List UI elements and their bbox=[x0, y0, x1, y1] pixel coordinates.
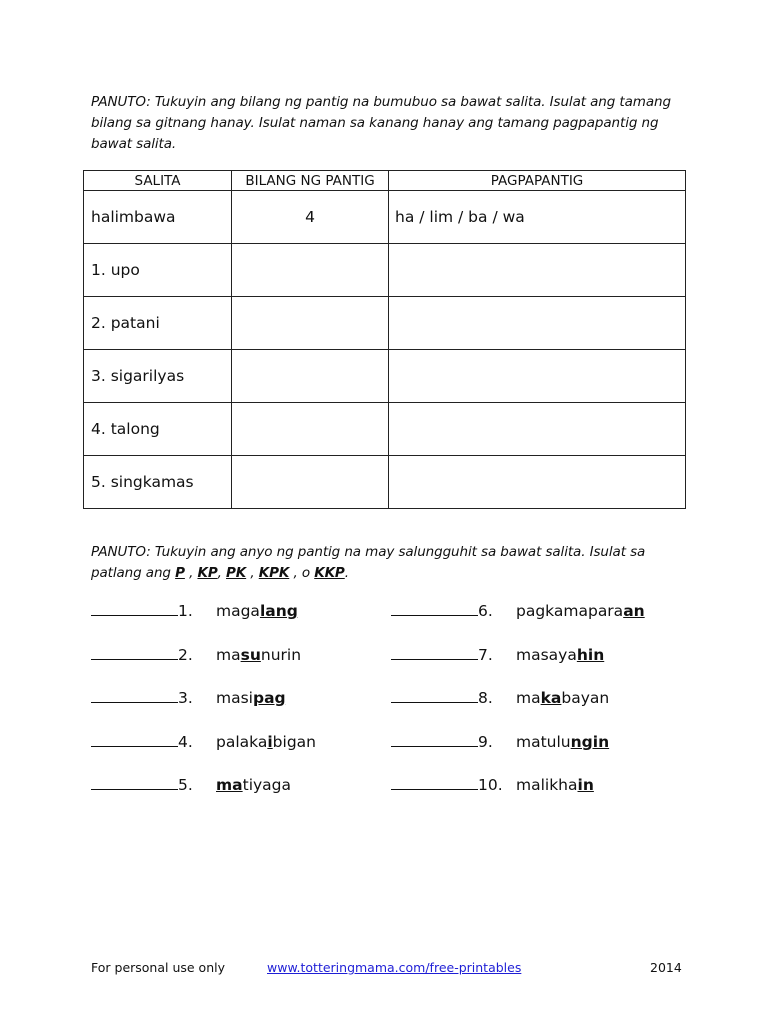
item-word: masipag bbox=[216, 689, 286, 707]
table-row bbox=[84, 456, 686, 509]
exercise-item-8 bbox=[391, 686, 609, 708]
exercise-item-3 bbox=[91, 686, 286, 708]
item-number: 2. bbox=[178, 646, 193, 664]
count-answer-cell[interactable] bbox=[232, 403, 389, 456]
split-answer-cell[interactable] bbox=[389, 297, 686, 350]
footer-link[interactable]: www.totteringmama.com/free-printables bbox=[267, 960, 522, 975]
item-number: 6. bbox=[478, 602, 493, 620]
item-number: 3. bbox=[178, 689, 193, 707]
split-answer-cell[interactable] bbox=[389, 456, 686, 509]
underlined-syllable: ma bbox=[216, 776, 243, 794]
word-cell: halimbawa bbox=[84, 191, 232, 244]
option-kkp: KKP bbox=[314, 565, 345, 581]
header-bilang-ng-pantig: BILANG NG PANTIG bbox=[232, 171, 389, 191]
exercise-item-6 bbox=[391, 599, 645, 621]
item-number: 10. bbox=[478, 776, 503, 794]
underlined-syllable: an bbox=[623, 602, 645, 620]
split-cell: ha / lim / ba / wa bbox=[389, 191, 686, 244]
item-word: palakaibigan bbox=[216, 733, 316, 751]
exercise-item-10 bbox=[391, 773, 594, 795]
item-number: 5. bbox=[178, 776, 193, 794]
header-salita: SALITA bbox=[84, 171, 232, 191]
answer-blank[interactable] bbox=[391, 599, 478, 616]
item-word: makabayan bbox=[516, 689, 610, 707]
answer-blank[interactable] bbox=[91, 599, 178, 616]
answer-blank[interactable] bbox=[91, 686, 178, 703]
instruction-syllable-count: PANUTO: Tukuyin ang bilang ng pantig na bumubuo sa bawat salita. Isulat ang tamang bilang sa gitnang hanay. Isulat naman sa kanang hanay ang tamang pagpapantig ng bawat salita. bbox=[91, 94, 671, 152]
item-number: 4. bbox=[178, 733, 193, 751]
option-kpk: KPK bbox=[258, 565, 290, 581]
answer-blank[interactable] bbox=[91, 643, 178, 660]
table-row bbox=[84, 244, 686, 297]
table-row bbox=[84, 297, 686, 350]
instruction-syllable-pattern bbox=[91, 542, 681, 584]
word-cell: 2. patani bbox=[84, 297, 232, 350]
underlined-syllable: hin bbox=[576, 646, 605, 664]
underlined-syllable: pag bbox=[252, 689, 286, 707]
word-cell: 1. upo bbox=[84, 244, 232, 297]
option-separator: , bbox=[184, 565, 198, 581]
instruction-text: PANUTO: Tukuyin ang anyo ng pantig na may salungguhit sa bawat salita. Isulat sa patlang ang bbox=[91, 544, 646, 581]
option-pk: PK bbox=[226, 565, 247, 581]
word-cell: 4. talong bbox=[84, 403, 232, 456]
item-word: matulungin bbox=[516, 733, 610, 751]
option-p: P bbox=[175, 565, 185, 581]
item-number: 8. bbox=[478, 689, 493, 707]
table-row bbox=[84, 403, 686, 456]
footer-year: 2014 bbox=[650, 960, 682, 975]
word-cell: 5. singkamas bbox=[84, 456, 232, 509]
item-word: magalang bbox=[216, 602, 298, 620]
option-separator: , o bbox=[289, 565, 315, 581]
answer-blank[interactable] bbox=[391, 730, 478, 747]
underlined-syllable: lang bbox=[259, 602, 298, 620]
exercise-item-5 bbox=[91, 773, 291, 795]
instruction-end: . bbox=[344, 565, 349, 581]
answer-blank[interactable] bbox=[391, 686, 478, 703]
item-word: matiyaga bbox=[216, 776, 292, 794]
answer-blank[interactable] bbox=[391, 773, 478, 790]
exercise-item-4 bbox=[91, 730, 316, 752]
exercise-item-7 bbox=[391, 643, 604, 665]
count-answer-cell[interactable] bbox=[232, 244, 389, 297]
answer-blank[interactable] bbox=[391, 643, 478, 660]
underlined-syllable: ngin bbox=[570, 733, 610, 751]
answer-blank[interactable] bbox=[91, 773, 178, 790]
count-answer-cell[interactable] bbox=[232, 350, 389, 403]
underlined-syllable: su bbox=[240, 646, 261, 664]
count-answer-cell[interactable] bbox=[232, 297, 389, 350]
option-separator: , bbox=[217, 565, 226, 581]
word-cell: 3. sigarilyas bbox=[84, 350, 232, 403]
footer-personal-use: For personal use only bbox=[91, 960, 225, 975]
underlined-syllable: ka bbox=[540, 689, 562, 707]
split-answer-cell[interactable] bbox=[389, 244, 686, 297]
exercise-item-1 bbox=[91, 599, 298, 621]
item-word: pagkamaparaan bbox=[516, 602, 645, 620]
table-row bbox=[84, 191, 686, 244]
item-number: 9. bbox=[478, 733, 493, 751]
underlined-syllable: i bbox=[267, 733, 273, 751]
item-number: 1. bbox=[178, 602, 193, 620]
header-pagpapantig: PAGPAPANTIG bbox=[389, 171, 686, 191]
table-row bbox=[84, 350, 686, 403]
split-answer-cell[interactable] bbox=[389, 350, 686, 403]
count-cell: 4 bbox=[232, 191, 389, 244]
exercise-item-2 bbox=[91, 643, 301, 665]
table-header-row bbox=[84, 171, 686, 191]
exercise-item-9 bbox=[391, 730, 609, 752]
underlined-syllable: in bbox=[577, 776, 594, 794]
syllable-table bbox=[83, 170, 686, 509]
item-word: malikhain bbox=[516, 776, 594, 794]
item-number: 7. bbox=[478, 646, 493, 664]
option-separator: , bbox=[246, 565, 259, 581]
answer-blank[interactable] bbox=[91, 730, 178, 747]
split-answer-cell[interactable] bbox=[389, 403, 686, 456]
option-kp: KP bbox=[197, 565, 218, 581]
item-word: masunurin bbox=[216, 646, 302, 664]
count-answer-cell[interactable] bbox=[232, 456, 389, 509]
item-word: masayahin bbox=[516, 646, 605, 664]
